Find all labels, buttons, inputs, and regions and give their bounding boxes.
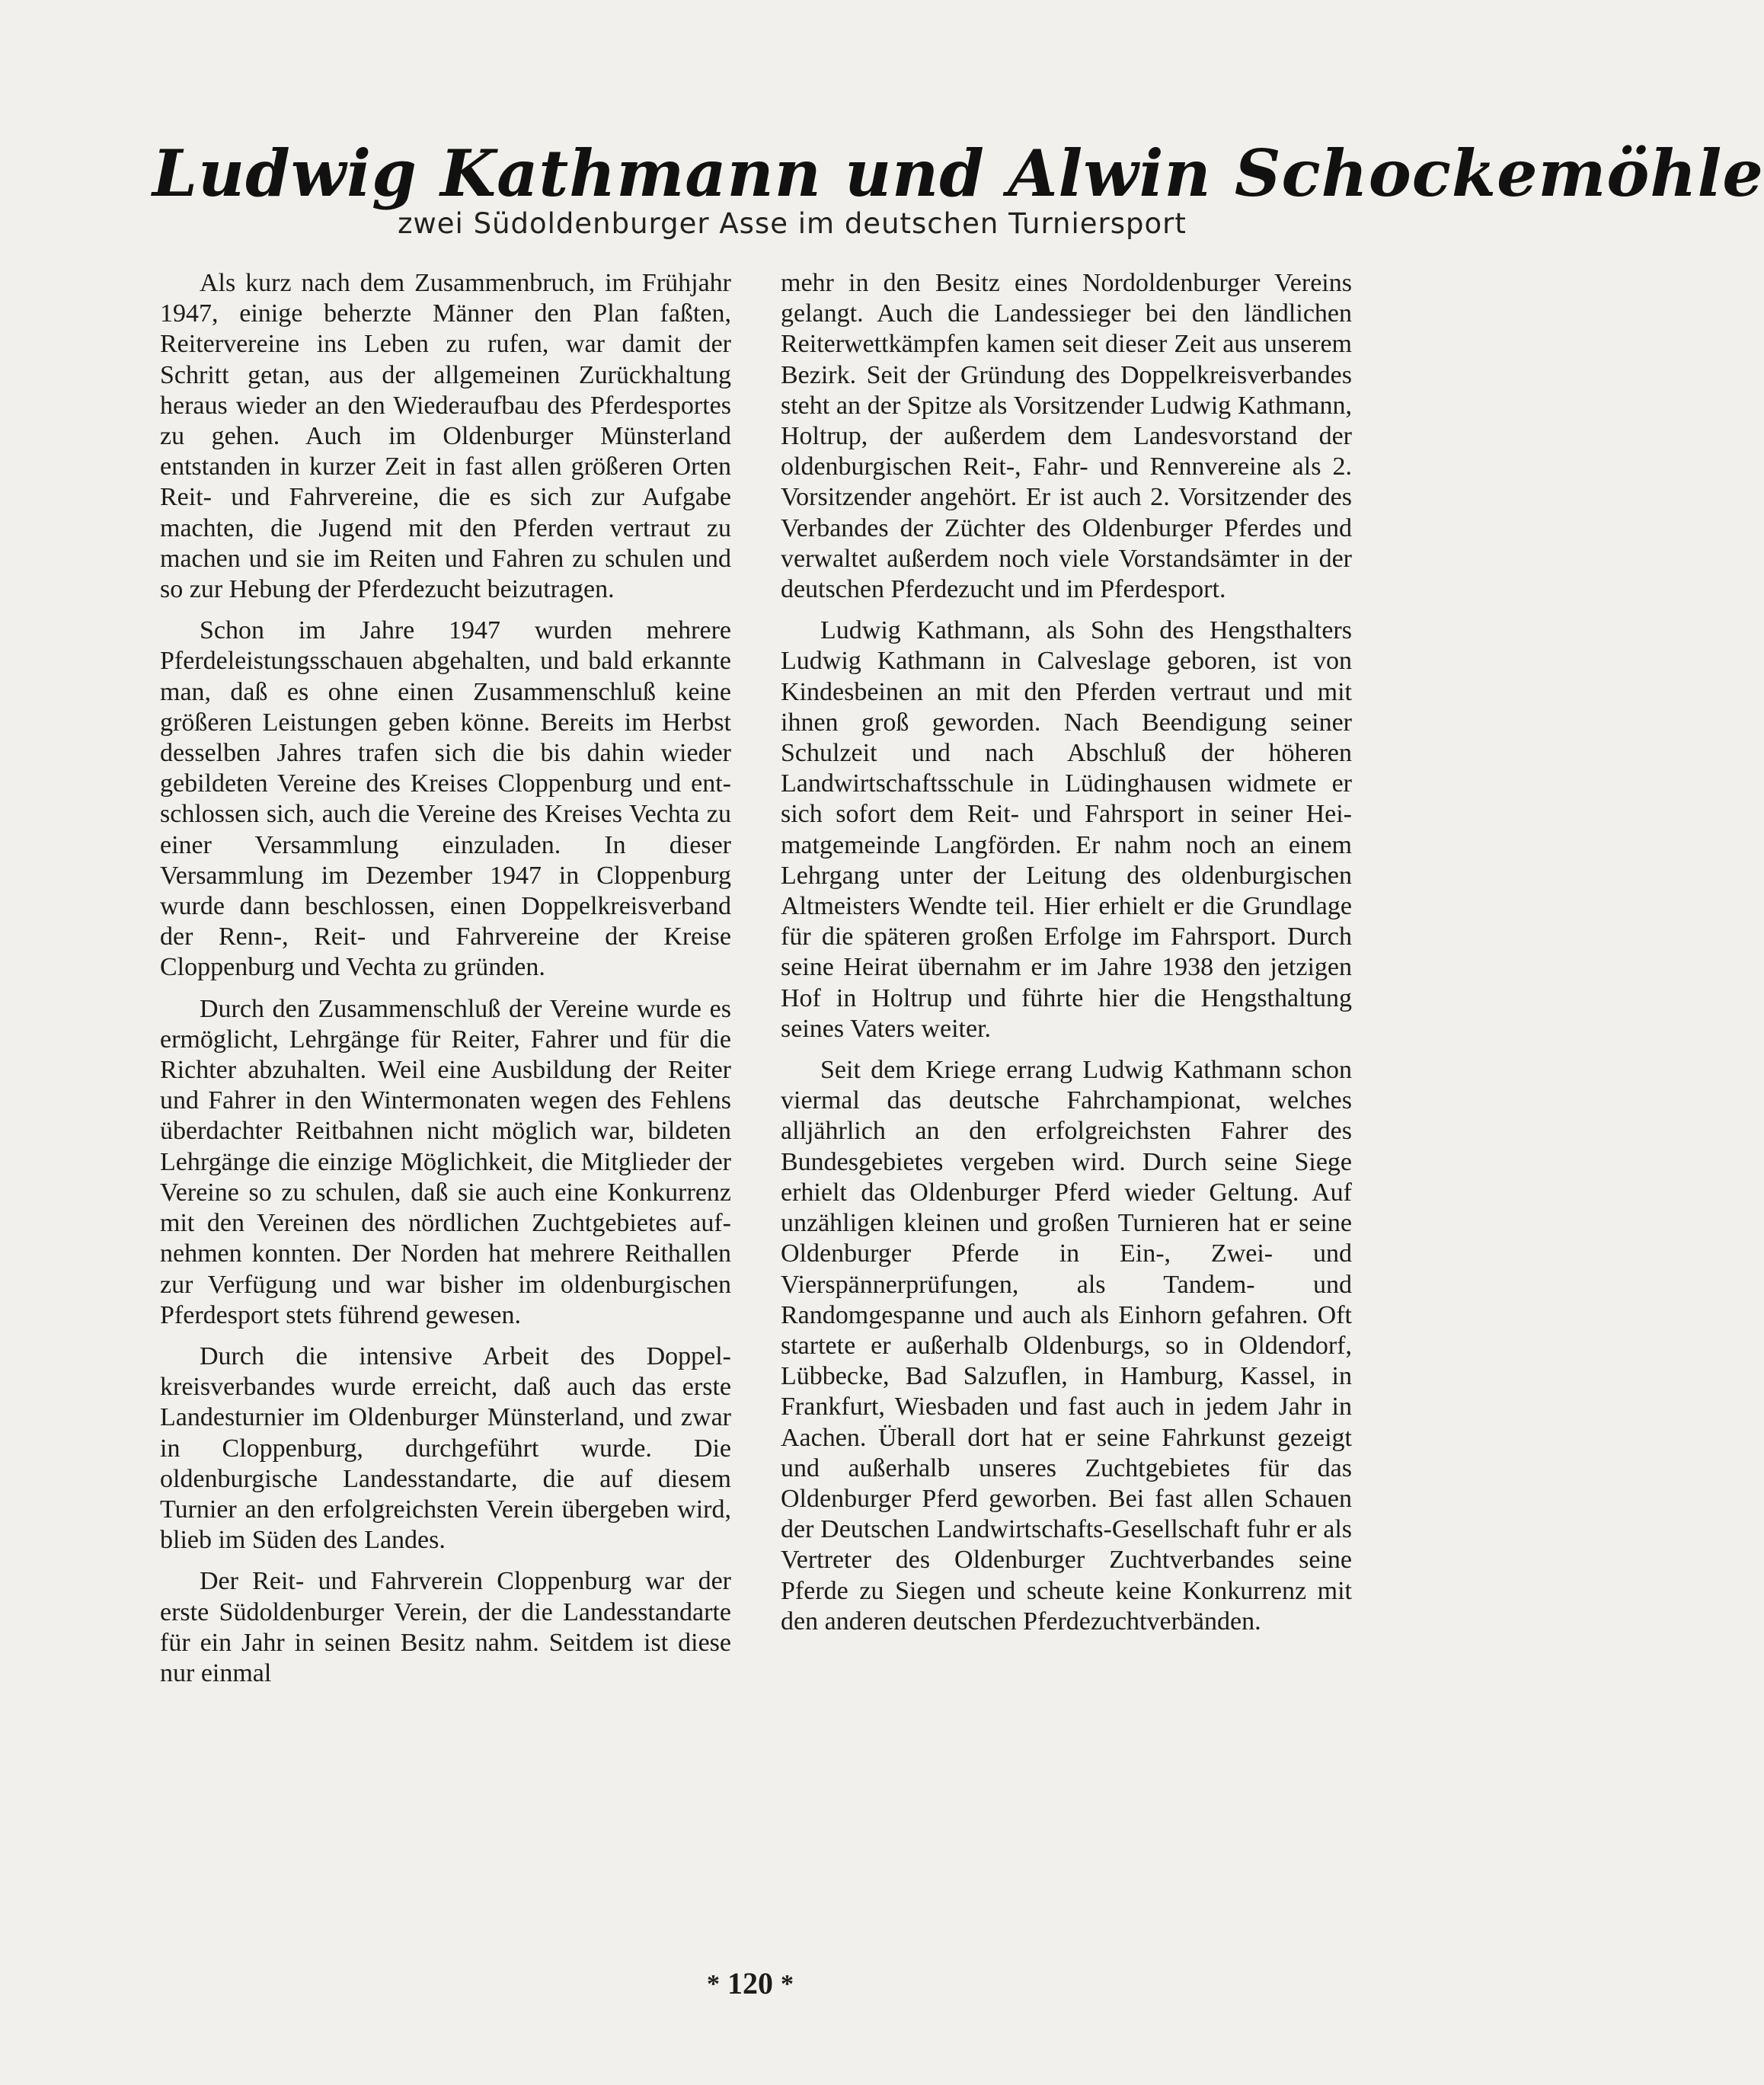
paragraph: Durch die intensive Arbeit des Doppelkreisverbandes wurde erreicht, daß auch das erste Landesturnier im Oldenburger Münsterland, und zwar in Cloppenburg, durchgeführt wurde. Die oldenburgische Landesstandarte, die auf diesem Turnier an den erfolgreichsten Verein übergeben wird, blieb im Süden des Landes.	[160, 1341, 731, 1555]
paragraph: Als kurz nach dem Zusammenbruch, im Frühjahr 1947, einige beherzte Männer den Plan faßten, Reitervereine ins Leben zu rufen, war damit der Schritt getan, aus der allgemeinen Zurückhaltung heraus wieder an den Wiederaufbau des Pferdesportes zu gehen. Auch im Oldenburger Münsterland entstanden in kurzer Zeit in fast allen größeren Orten Reit- und Fahrvereine, die es sich zur Aufgabe machten, die Jugend mit den Pferden vertraut zu machen und sie im Reiten und Fahren zu schulen und so zur Hebung der Pferdezucht beizutragen.	[160, 269, 731, 604]
star-ornament-icon: *	[707, 1970, 720, 1998]
star-ornament-icon: *	[781, 1970, 794, 1998]
page-number: 120	[727, 1966, 773, 2000]
paragraph: Durch den Zusammenschluß der Vereine wurde es ermöglicht, Lehrgänge für Reiter, Fahrer und für die Richter abzuhalten. Weil eine Ausbildung der Reiter und Fahrer in den Wintermonaten wegen des Fehlens überdachter Reitbahnen nicht möglich war, bildeten Lehrgänge die einzige Möglichkeit, die Mitglieder der Vereine so zu schulen, daß sie auch eine Konkurrenz mit den Vereinen des nördlichen Zuchtgebietes aufnehmen konnten. Der Norden hat mehrere Reithallen zur Verfügung und war bisher im oldenburgischen Pferdesport stets führend gewesen.	[160, 994, 731, 1329]
article-subtitle: zwei Südoldenburger Asse im deutschen Turniersport	[398, 207, 1187, 240]
paragraph: Der Reit- und Fahrverein Cloppenburg war der erste Südoldenburger Verein, der die Landesstandarte für ein Jahr in seinen Besitz nahm. Seitdem ist diese nur einmal	[160, 1567, 731, 1687]
paragraph: Schon im Jahre 1947 wurden mehrere Pferdeleistungsschauen abgehalten, und bald erkannte man, daß es ohne einen Zusammenschluß keine größeren Leistungen geben könne. Bereits im Herbst desselben Jahres trafen sich die bis dahin wieder gebildeten Vereine des Kreises Cloppenburg und entschlossen sich, auch die Vereine des Kreises Vechta zu einer Versammlung einzuladen. In dieser Versammlung im Dezember 1947 in Cloppenburg wurde dann beschlossen, einen Doppelkreisverband der Renn-, Reit- und Fahrvereine der Kreise Cloppenburg und Vechta zu gründen.	[160, 616, 731, 982]
paragraph: Ludwig Kathmann, als Sohn des Hengsthalters Ludwig Kathmann in Calveslage geboren, ist von Kindesbeinen an mit den Pferden vertraut und mit ihnen groß geworden. Nach Beendigung seiner Schulzeit und nach Abschluß der höheren Landwirtschaftsschule in Lüdinghausen widmete er sich sofort dem Reit- und Fahrsport in seiner Heimatgemeinde Langförden. Er nahm noch an einem Lehrgang unter der Leitung des oldenburgischen Altmeisters Wendte teil. Hier erhielt er die Grundlage für die späteren großen Erfolge im Fahrsport. Durch seine Heirat übernahm er im Jahre 1938 den jetzigen Hof in Holtrup und führte hier die Hengsthaltung seines Vaters weiter.	[781, 616, 1352, 1043]
page-footer	[609, 1965, 891, 2001]
left-column	[160, 268, 731, 1700]
paragraph: Seit dem Kriege errang Ludwig Kathmann schon viermal das deutsche Fahrchampionat, welches alljährlich an den erfolgreichsten Fahrer des Bundesgebietes vergeben wird. Durch seine Siege erhielt das Oldenburger Pferd wieder Geltung. Auf unzähligen kleinen und großen Turnieren hat er seine Oldenburger Pferde in Ein-, Zwei- und Vierspännerprüfungen, als Tandem- und Randomgespanne und auch als Einhorn gefahren. Oft startete er außerhalb Oldenburgs, so in Oldendorf, Lübbecke, Bad Salzuflen, in Hamburg, Kassel, in Frankfurt, Wiesbaden und fast auch in jedem Jahr in Aachen. Überall dort hat er seine Fahrkunst gezeigt und außerhalb unseres Zuchtgebietes für das Oldenburger Pferd geworben. Bei fast allen Schauen der Deutschen Landwirtschafts-Gesellschaft fuhr er als Vertreter des Oldenburger Zuchtverbandes seine Pferde zu Siegen und scheute keine Konkurrenz mit den anderen deutschen Pferdezuchtverbänden.	[781, 1056, 1352, 1636]
paragraph: mehr in den Besitz eines Nordoldenburger Vereins gelangt. Auch die Landessieger bei den ländlichen Reiterwettkämpfen kamen seit dieser Zeit aus unserem Bezirk. Seit der Gründung des Doppelkreisverbandes steht an der Spitze als Vorsitzender Ludwig Kathmann, Holtrup, der außerdem dem Landesvorstand der oldenburgischen Reit-, Fahr- und Rennvereine als 2. Vorsitzender angehört. Er ist auch 2. Vorsitzender des Verbandes der Züchter des Oldenburger Pferdes und verwaltet außerdem noch viele Vorstandsämter in der deutschen Pferdezucht und im Pferdesport.	[781, 269, 1352, 604]
right-column	[781, 268, 1352, 1648]
article-title: Ludwig Kathmann und Alwin Schockemöhle	[152, 136, 1764, 211]
